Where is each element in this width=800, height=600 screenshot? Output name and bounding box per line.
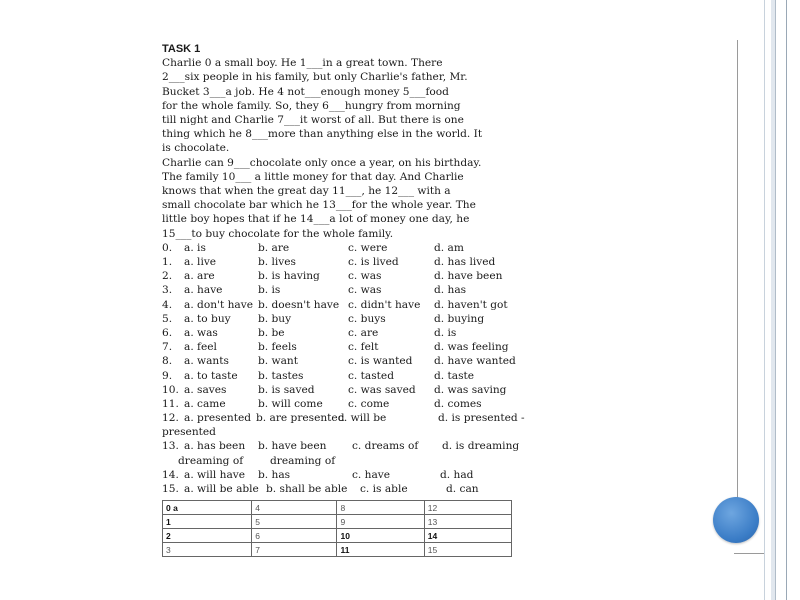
- option-number: 7.: [162, 341, 173, 354]
- passage-line: 15___to buy chocolate for the whole family.: [162, 227, 394, 240]
- option-a: a. saves: [184, 383, 227, 396]
- option-d: d. haven't got: [434, 298, 508, 311]
- passage-line: Charlie 0 a small boy. He 1___in a great town. There: [162, 57, 443, 70]
- option-c: c. dreams of: [352, 440, 419, 453]
- option-c: c. is lived: [348, 256, 399, 269]
- slide-frame-line: [786, 0, 787, 600]
- option-row: [162, 283, 562, 297]
- table-row: [163, 515, 512, 529]
- option-row: [162, 312, 562, 326]
- option-d: d. is: [434, 326, 457, 339]
- option-a: a. presented: [184, 412, 252, 425]
- answer-table: [162, 500, 512, 557]
- option-c: c. are: [348, 326, 379, 339]
- option-row: [162, 397, 562, 411]
- option-number: 2.: [162, 270, 173, 283]
- slide-decoration-circle: [713, 497, 759, 543]
- option-row: [162, 255, 562, 269]
- answer-cell: 7: [252, 543, 337, 557]
- passage-line: is chocolate.: [162, 142, 230, 155]
- option-d: d. was feeling: [434, 341, 509, 354]
- option-b: b. be: [258, 326, 285, 339]
- option-d: d. buying: [434, 312, 485, 325]
- answer-cell: 8: [337, 501, 424, 515]
- option-number: 8.: [162, 355, 173, 368]
- option-c: c. felt: [348, 341, 379, 354]
- option-row: [162, 326, 562, 340]
- option-c: c. was: [348, 284, 382, 297]
- answer-cell: 10: [337, 529, 424, 543]
- answer-cell: 9: [337, 515, 424, 529]
- slide-bottom-rule: [734, 553, 764, 554]
- option-number: 10.: [162, 383, 179, 396]
- option-row: [162, 354, 562, 368]
- option-number: 13.: [162, 440, 179, 453]
- option-d: d. has: [434, 284, 467, 297]
- option-number: 3.: [162, 284, 173, 297]
- option-a: a. will be able: [184, 483, 259, 496]
- option-number: 14.: [162, 468, 179, 481]
- option-row: [162, 482, 562, 496]
- option-a: a. was: [184, 326, 218, 339]
- options-list: [162, 241, 562, 496]
- option-a: a. wants: [184, 355, 229, 368]
- option-d: d. am: [434, 241, 464, 254]
- option-b: b. are: [258, 241, 290, 254]
- option-row: [162, 383, 562, 397]
- option-number: 5.: [162, 312, 173, 325]
- option-row-wrap: [162, 425, 562, 439]
- task-title: TASK 1: [162, 43, 201, 55]
- option-d: d. have been: [434, 270, 503, 283]
- option-a: a. came: [184, 397, 226, 410]
- option-number: 15.: [162, 483, 179, 496]
- option-b: b. is: [258, 284, 281, 297]
- option-row: [162, 298, 562, 312]
- option-wrap-text: presented: [162, 426, 216, 439]
- option-d: d. taste: [434, 369, 475, 382]
- passage-line: 2___six people in his family, but only Charlie's father, Mr.: [162, 71, 468, 84]
- option-wrap-text: dreaming of: [178, 454, 244, 467]
- answer-cell: 1: [163, 515, 252, 529]
- option-c: c. is able: [360, 483, 408, 496]
- option-c: c. buys: [348, 312, 386, 325]
- table-row: [163, 501, 512, 515]
- slide-frame-line: [775, 0, 776, 600]
- option-d: d. comes: [434, 397, 482, 410]
- table-row: [163, 529, 512, 543]
- slide-right-rule: [737, 40, 738, 502]
- option-c: c. have: [352, 468, 391, 481]
- option-row: [162, 269, 562, 283]
- option-d: d. can: [446, 483, 479, 496]
- option-b: b. tastes: [258, 369, 304, 382]
- option-a: a. to buy: [184, 312, 231, 325]
- option-c: c. didn't have: [348, 298, 421, 311]
- option-number: 1.: [162, 256, 173, 269]
- option-a: a. live: [184, 256, 217, 269]
- option-b: b. doesn't have: [258, 298, 340, 311]
- option-b: b. have been: [258, 440, 327, 453]
- option-b: b. is having: [258, 270, 320, 283]
- option-a: a. feel: [184, 341, 217, 354]
- option-row-wrap: [162, 454, 562, 468]
- passage-line: small chocolate bar which he 13___for the whole year. The: [162, 199, 476, 212]
- option-b: b. feels: [258, 341, 297, 354]
- option-c: c. was: [348, 270, 382, 283]
- option-row: [162, 241, 562, 255]
- option-d: d. had: [440, 468, 474, 481]
- passage-line: little boy hopes that if he 14___a lot of money one day, he: [162, 213, 470, 226]
- option-number: 9.: [162, 369, 173, 382]
- option-d: d. was saving: [434, 383, 507, 396]
- answer-cell: 13: [424, 515, 511, 529]
- option-row: [162, 411, 562, 425]
- option-c: c. come: [348, 397, 390, 410]
- answer-cell: 6: [252, 529, 337, 543]
- option-a: a. is: [184, 241, 206, 254]
- option-row: [162, 468, 562, 482]
- answer-cell: 2: [163, 529, 252, 543]
- option-a: a. will have: [184, 468, 246, 481]
- answer-cell: 14: [424, 529, 511, 543]
- option-number: 12.: [162, 412, 179, 425]
- passage: [162, 56, 562, 241]
- passage-line: Charlie can 9___chocolate only once a year, on his birthday.: [162, 156, 482, 169]
- option-c: c. will be: [338, 412, 387, 425]
- option-row: [162, 439, 562, 453]
- option-number: 0.: [162, 241, 173, 254]
- answer-cell: 5: [252, 515, 337, 529]
- answer-cell: 0 a: [163, 501, 252, 515]
- option-a: a. has been: [184, 440, 246, 453]
- option-row: [162, 340, 562, 354]
- slide-frame-line: [764, 0, 765, 600]
- passage-line: thing which he 8___more than anything else in the world. It: [162, 128, 483, 141]
- answer-cell: 11: [337, 543, 424, 557]
- option-d: d. has lived: [434, 256, 496, 269]
- passage-line: for the whole family. So, they 6___hungry from morning: [162, 99, 461, 112]
- table-row: [163, 543, 512, 557]
- option-a: a. don't have: [184, 298, 253, 311]
- passage-line: till night and Charlie 7___it worst of all. But there is one: [162, 114, 464, 127]
- option-b: b. is saved: [258, 383, 315, 396]
- option-c: c. was saved: [348, 383, 416, 396]
- option-d: d. have wanted: [434, 355, 516, 368]
- option-b: b. has: [258, 468, 291, 481]
- option-a: a. are: [184, 270, 215, 283]
- option-row: [162, 369, 562, 383]
- answer-cell: 15: [424, 543, 511, 557]
- option-wrap-text: dreaming of: [270, 454, 336, 467]
- passage-line: The family 10___ a little money for that day. And Charlie: [162, 170, 464, 183]
- option-b: b. buy: [258, 312, 292, 325]
- passage-line: knows that when the great day 11___, he 12___ with a: [162, 185, 451, 198]
- answer-cell: 3: [163, 543, 252, 557]
- option-b: b. are presented: [256, 412, 345, 425]
- option-b: b. want: [258, 355, 298, 368]
- answer-cell: 12: [424, 501, 511, 515]
- option-d: d. is dreaming: [442, 440, 520, 453]
- option-c: c. tasted: [348, 369, 394, 382]
- option-a: a. have: [184, 284, 223, 297]
- option-c: c. is wanted: [348, 355, 413, 368]
- option-d: d. is presented -: [438, 412, 525, 425]
- option-b: b. shall be able: [266, 483, 348, 496]
- passage-line: Bucket 3___a job. He 4 not___enough money 5___food: [162, 85, 449, 98]
- option-b: b. will come: [258, 397, 323, 410]
- task-document: [162, 42, 562, 496]
- option-a: a. to taste: [184, 369, 238, 382]
- option-number: 11.: [162, 397, 179, 410]
- answer-cell: 4: [252, 501, 337, 515]
- option-number: 4.: [162, 298, 173, 311]
- option-c: c. were: [348, 241, 388, 254]
- option-number: 6.: [162, 326, 173, 339]
- option-b: b. lives: [258, 256, 296, 269]
